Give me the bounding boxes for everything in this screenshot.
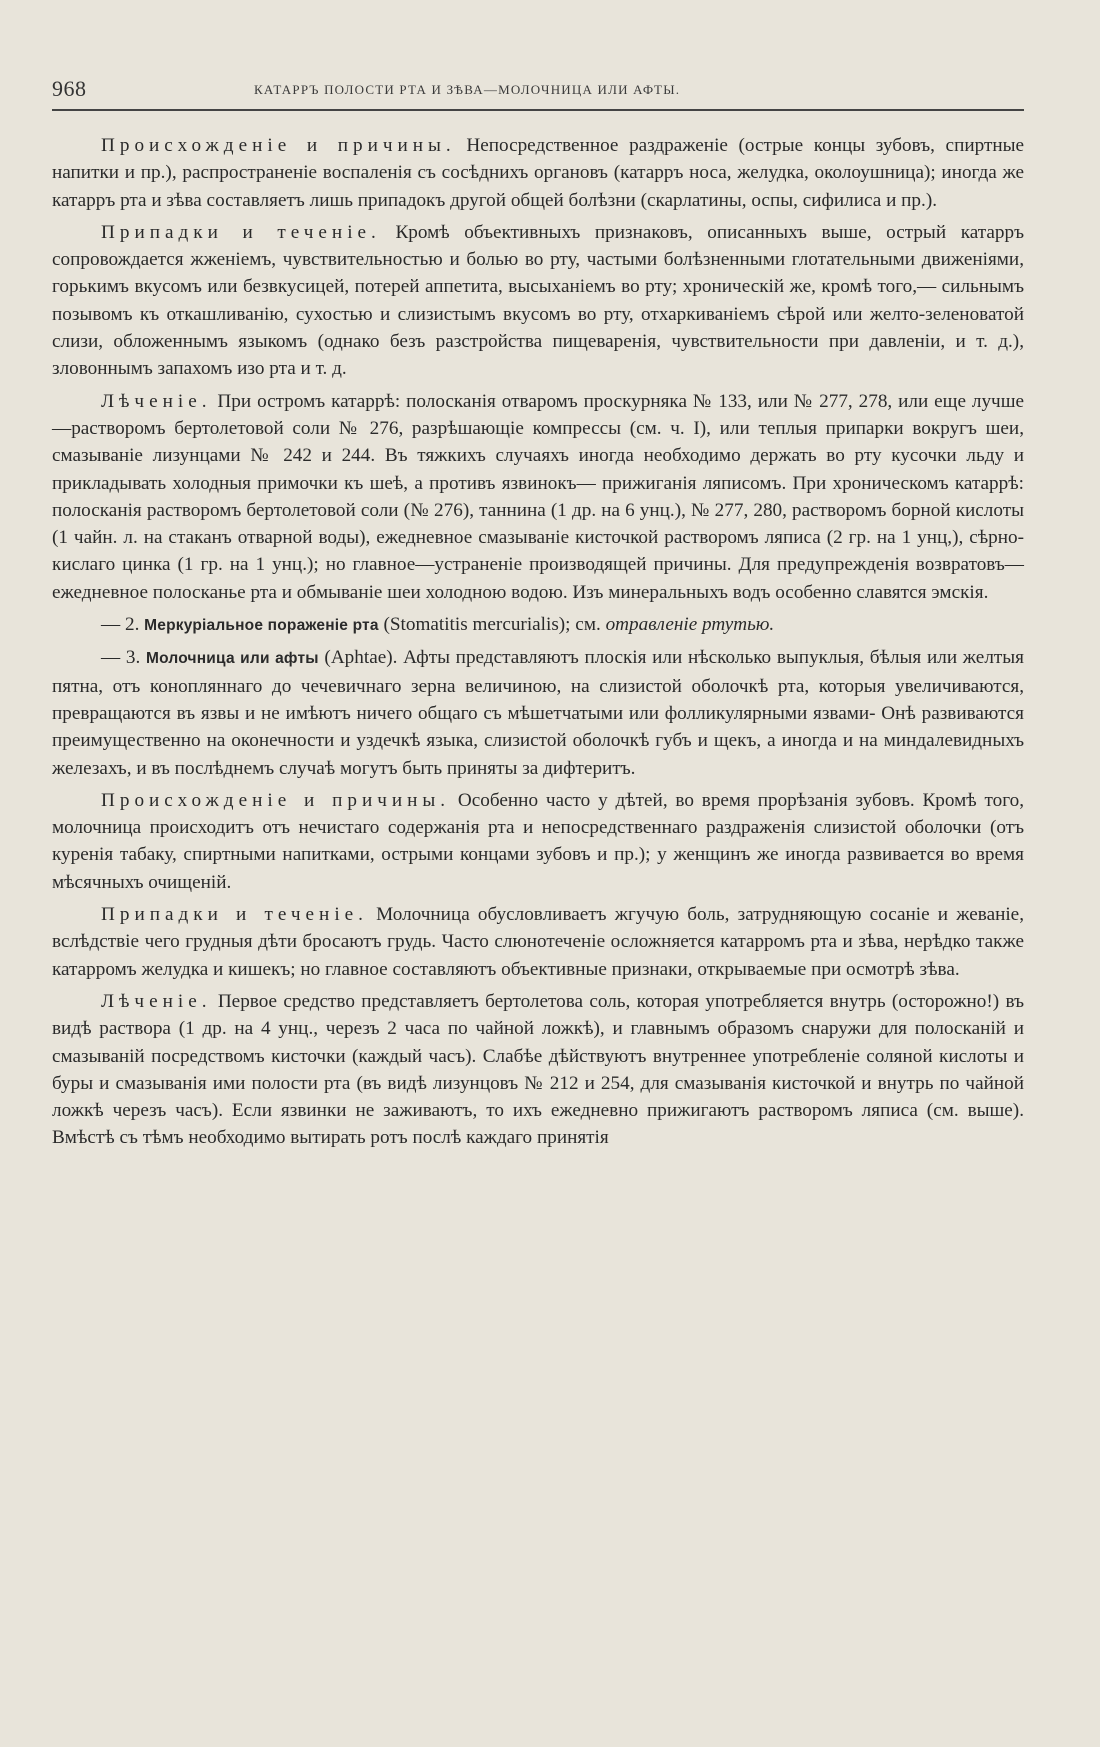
paragraph-lead: Происхожденіе и причины. [101,789,451,811]
header-rule [52,109,1024,111]
section-heading: Молочница или афты [146,650,319,668]
paragraph-treatment-aphthae [52,988,1024,1152]
section-heading: Меркуріальное пораженіе рта [144,617,379,635]
running-head: КАТАРРЪ ПОЛОСТИ РТА И ЗѢВА—МОЛОЧНИЦА ИЛИ АФТЫ. [254,82,681,97]
paragraph-symptoms-aphthae [52,901,1024,983]
section-number: — 2. [101,614,140,636]
paragraph-text: Первое средство представляетъ бертолетова соль, которая употребляется внутрь (осторожно!) въ видѣ раствора (1 др. на 4 унц., черезъ 2 часа по чайной ложкѣ), и главнымъ образомъ снаружи для полосканій и смазываній посредствомъ кисточки (каждый часъ). Слабѣе дѣйствуютъ внутреннее употребленіе соляной кислоты и буры и смазыванія ими полости рта (въ видѣ лизунцовъ № 212 и 254, для смазыванія кисточкой и внутрь по чайной ложкѣ черезъ часъ). Если язвинки не заживаютъ, то ихъ ежедневно прижигаютъ растворомъ ляписа (см. выше). Вмѣстѣ съ тѣмъ необходимо вытирать ротъ послѣ каждаго принятія [52,990,1024,1149]
paragraph-text: Кромѣ объективныхъ признаковъ, описанныхъ выше, острый катарръ сопровождается жженіемъ, чувствительностью и болью во рту, частыми болѣзненными глотательными движеніями, горькимъ вкусомъ или безвкусицей, потерей аппетита, высыханіемъ во рту; хроническій же, кромѣ того,— сильнымъ позывомъ къ откашливанію, сухостью и слизистымъ вкусомъ во рту, отхаркиваніемъ сѣрой или желто-зеленоватой слизи, обложеннымъ языкомъ (однако безъ разстройства пищеваренія, чувствительности при давленіи, и т. д.), зловоннымъ запахомъ изо рта и т. д. [52,221,1024,380]
paragraph-text: Молочница обусловливаетъ жгучую боль, затрудняющую сосаніе и жеваніе, вслѣдствіе чего грудныя дѣти бросаютъ грудь. Часто слюнотеченіе осложняется катарромъ рта и зѣва, нерѣдко также катарромъ желудка и кишекъ; но главное составляютъ объективные признаки, открываемые при осмотрѣ зѣва. [52,904,1024,980]
section-mercurial-stomatitis [52,611,1024,639]
paragraph-lead: Лѣченіе. [101,390,212,412]
body-text [52,132,1024,1157]
section-number: — 3. [101,647,141,669]
paragraph-symptoms-course [52,219,1024,383]
paragraph-text: (Aphtae). Афты представляютъ плоскія или нѣсколько выпуклыя, бѣлыя или желтыя пятна, отъ конопляннаго до чечевичнаго зерна величиною, на слизистой оболочкѣ рта, которыя увеличиваются, превращаются въ язвы и не имѣютъ ничего общаго съ мѣшетчатыми или фолликулярными язвами- Онѣ развиваются преимущественно на оконечности и уздечкѣ языка, слизистой оболочкѣ губъ и щекъ, а иногда и на миндалевидныхъ железахъ, и въ послѣднемъ случаѣ могутъ быть приняты за дифтеритъ. [52,647,1024,779]
paragraph-origin-causes-aphthae [52,787,1024,896]
paragraph-lead: Лѣченіе. [101,990,212,1012]
cross-reference: отравленіе ртутью. [605,614,775,636]
paragraph-lead: Происхожденіе и причины. [101,135,456,156]
page-number: 968 [52,76,87,101]
paragraph-text: При остромъ катаррѣ: полосканія отваромъ проскурняка № 133, или № 277, 278, или еще лучше—растворомъ бертолетовой соли № 276, разрѣшающіе компрессы (см. ч. I), или теплыя припарки вокругъ шеи, смазываніе лизунцами № 242 и 244. Въ тяжкихъ случаяхъ иногда необходимо держать во рту кусочки льду и прикладывать холодныя примочки къ шеѣ, а противъ язвинокъ— прижиганія ляписомъ. При хроническомъ катаррѣ: полосканія растворомъ бертолетовой соли (№ 276), таннина (1 др. на 6 унц.), № 277, 280, растворомъ борной кислоты (1 чайн. л. на стаканъ отварной воды), ежедневное смазываніе кисточкой растворомъ ляписа (2 гр. на 1 унц,), сѣрно-кислаго цинка (1 гр. на 1 унц.); но главное—устраненіе производящей причины. Для предупрежденія возвратовъ—ежедневное полосканье рта и обмываніе шеи холодною водою. Изъ минеральныхъ водъ особенно славятся эмскія. [52,390,1024,603]
paragraph-lead: Припадки и теченіе. [101,904,368,926]
paragraph-origin-causes [52,132,1024,214]
paragraph-text: Непосредственное раздраженіе (острые концы зубовъ, спиртные напитки и пр.), распространеніе воспаленія съ сосѣднихъ органовъ (катарръ носа, желудка, околоушница); иногда же катарръ рта и зѣва составляетъ лишь припадокъ другой общей болѣзни (скарлатины, оспы, сифилиса и пр.). [52,135,1025,211]
paragraph-text: (Stomatitis mercurialis); см. [378,614,606,636]
paragraph-lead: Припадки и теченіе. [101,221,381,243]
paragraph-treatment [52,388,1024,606]
section-aphthae [52,644,1024,781]
paragraph-text: Особенно часто у дѣтей, во время прорѣзанія зубовъ. Кромѣ того, молочница происходитъ отъ нечистаго содержанія рта и непосредственнаго раздраженія слизистой оболочки (отъ куренія табаку, спиртными напитками, острыми концами зубовъ и пр.); у женщинъ же иногда развивается во время мѣсячныхъ очищеній. [52,789,1024,893]
page-header [52,76,1024,106]
